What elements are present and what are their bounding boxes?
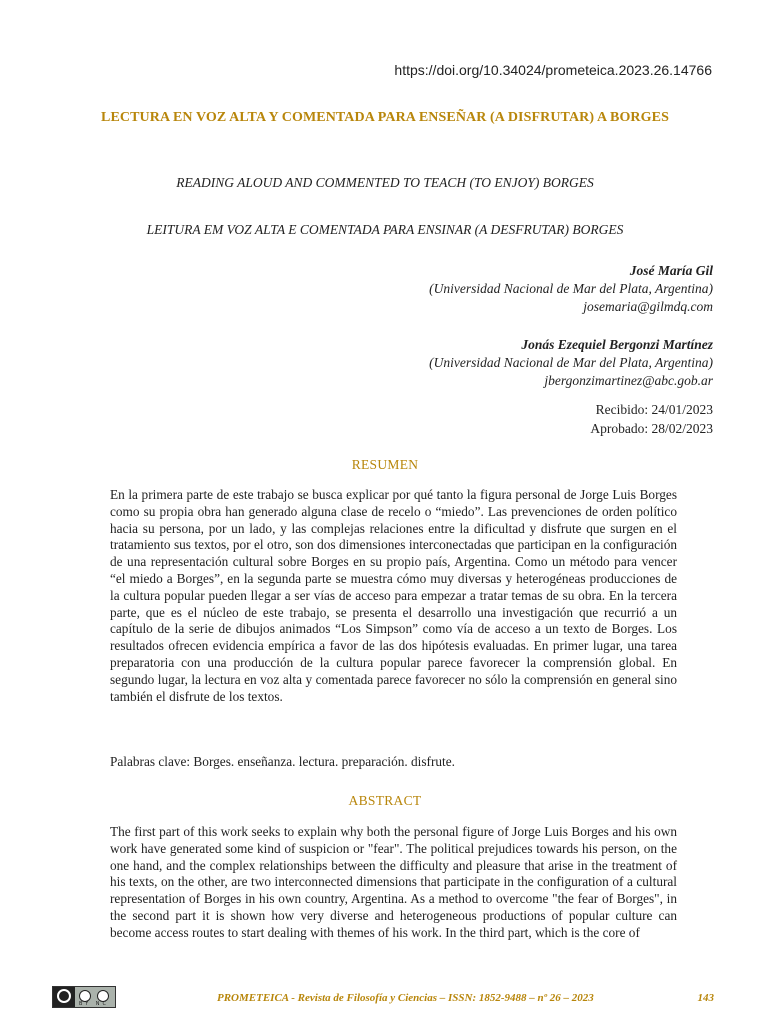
author-email[interactable]: josemaria@gilmdq.com <box>583 299 713 314</box>
title-spanish: LECTURA EN VOZ ALTA Y COMENTADA PARA ENSEÑAR (A DISFRUTAR) A BORGES <box>101 110 669 125</box>
author-block-2 <box>213 336 713 390</box>
dates-block <box>590 400 713 438</box>
cc-logo-icon <box>53 987 75 1007</box>
title-english: READING ALOUD AND COMMENTED TO TEACH (TO ENJOY) BORGES <box>176 175 594 190</box>
doi-link[interactable]: https://doi.org/10.34024/prometeica.2023.26.14766 <box>394 62 712 78</box>
abstract-heading: ABSTRACT <box>348 793 422 808</box>
author-affiliation: (Universidad Nacional de Mar del Plata, Argentina) <box>429 281 713 296</box>
keywords: Palabras clave: Borges. enseñanza. lectura. preparación. disfrute. <box>110 754 455 769</box>
resumen-heading: RESUMEN <box>351 457 419 472</box>
page-number: 143 <box>697 992 714 1004</box>
author-email[interactable]: jbergonzimartinez@abc.gob.ar <box>544 373 713 388</box>
cc-license-icon[interactable] <box>52 986 116 1008</box>
received-date: Recibido: 24/01/2023 <box>595 402 713 417</box>
abstract-text: The first part of this work seeks to explain why both the personal figure of Jorge Luis Borges and his own work have generated some kind of suspicion or "fear". The political prejudices towards his person, on the one hand, and the complex relationships between the difficulty and pleasure that arise in the treatment of his texts, on the other, are two interconnected dimensions that participate in the configuration of a cultural representation of Borges in his own country, Argentina. As a method to overcome "the fear of Borges", in the second part it is shown how very diverse and heterogeneous productions of popular culture can become access routes to start dealing with themes of his work. In the third part, which is the core of <box>110 824 677 940</box>
author-name: José María Gil <box>629 263 713 278</box>
journal-citation: PROMETEICA - Revista de Filosofía y Ciencias – ISSN: 1852-9488 – nº 26 – 2023 <box>217 992 594 1004</box>
approved-date: Aprobado: 28/02/2023 <box>590 421 713 436</box>
author-block-1 <box>213 262 713 316</box>
author-affiliation: (Universidad Nacional de Mar del Plata, Argentina) <box>429 355 713 370</box>
license-label: BY NC <box>79 1001 110 1007</box>
page-footer <box>52 986 716 1012</box>
title-portuguese: LEITURA EM VOZ ALTA E COMENTADA PARA ENSINAR (A DESFRUTAR) BORGES <box>146 222 624 237</box>
author-name: Jonás Ezequiel Bergonzi Martínez <box>521 337 713 352</box>
resumen-text: En la primera parte de este trabajo se busca explicar por qué tanto la figura personal de Jorge Luis Borges como su propia obra han generado alguna clase de recelo o “miedo”. Las prevenciones de orden político hacia su persona, por un lado, y las complejas relaciones entre la dificultad y disfrute que surgen en el tratamiento sus textos, por el otro, son dos dimensiones interconectadas que participan en la configuración de una representación cultural sobre Borges en su propio país, Argentina. Como un método para vencer “el miedo a Borges”, en la segunda parte se muestra cómo muy diversas y heterogéneas producciones de la cultura popular pueden llegar a ser vías de acceso para empezar a tratar temas de su obra. En la tercera parte, que es el núcleo de este trabajo, se presenta el desarrollo una investigación que recurrió a un capítulo de la serie de dibujos animados “Los Simpson” como vía de acceso a un texto de Borges. Los resultados ofrecen evidencia empírica a favor de las dos hipótesis evaluadas. En primer lugar, una tarea preparatoria con una producción de la cultura popular parece favorecer la comprensión global. En segundo lugar, la lectura en voz alta y comentada parece favorecer no sólo la comprensión en general sino también el disfrute de los textos. <box>110 487 677 704</box>
